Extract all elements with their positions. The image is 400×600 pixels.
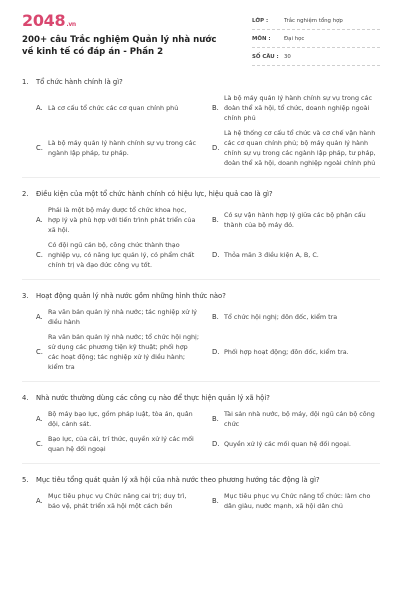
logo-tld: .vn <box>66 21 76 28</box>
question-item <box>22 476 380 511</box>
question-text <box>22 292 380 301</box>
option-letter: A. <box>36 497 43 505</box>
question-text <box>22 476 380 485</box>
answer-option[interactable] <box>212 93 380 123</box>
answer-option[interactable] <box>36 491 204 511</box>
answer-option[interactable] <box>36 205 204 235</box>
answer-options <box>22 307 380 372</box>
question-prompt: Mục tiêu tổng quát quản lý xã hội của nhà nước theo phương hướng tác động là gì? <box>36 476 320 484</box>
option-text: Là bộ máy quản lý hành chính sự vụ trong các ngành lập pháp, tư pháp. <box>48 139 196 157</box>
option-letter: D. <box>212 440 220 448</box>
answer-option[interactable] <box>36 93 204 123</box>
option-letter: C. <box>36 440 43 448</box>
question-prompt: Điều kiện của một tổ chức hành chính có hiệu lực, hiệu quả cao là gì? <box>36 190 273 198</box>
option-letter: C. <box>36 251 43 259</box>
question-text <box>22 394 380 403</box>
question-item <box>22 78 380 178</box>
answer-option[interactable] <box>36 307 204 327</box>
meta-value: 30 <box>284 53 291 60</box>
option-text: Là hệ thống cơ cấu tổ chức và cơ chế vận hành các cơ quan chính phủ; bộ máy quản lý hành chính sự vụ trong các ngành lập pháp, tư pháp, đoàn thể xã hội, doanh nghiệp ngoài chính phủ <box>224 129 376 167</box>
document-title: 200+ câu Trắc nghiệm Quản lý nhà nước về kinh tế có đáp án - Phần 2 <box>22 35 217 57</box>
answer-option[interactable] <box>212 332 380 372</box>
option-letter: B. <box>212 415 219 423</box>
question-text <box>22 190 380 199</box>
divider <box>22 381 380 382</box>
question-list <box>22 78 380 523</box>
option-text: Thỏa mãn 3 điều kiện A, B, C. <box>224 251 319 259</box>
meta-row-class <box>252 12 380 30</box>
option-text: Là cơ cấu tổ chức các cơ quan chính phủ <box>48 104 179 112</box>
option-text: Ra văn bản quản lý nhà nước; tác nghiệp xử lý điều hành <box>48 308 197 326</box>
answer-options <box>22 491 380 511</box>
answer-option[interactable] <box>36 128 204 168</box>
question-item <box>22 394 380 464</box>
option-text: Là bộ máy quản lý hành chính sự vụ trong các đoàn thể xã hội, tổ chức, doanh nghiệp ngoài chính phủ <box>224 94 372 122</box>
option-text: Phối hợp hoạt động; đôn đốc, kiểm tra. <box>224 348 349 356</box>
question-item <box>22 190 380 280</box>
divider <box>22 279 380 280</box>
question-number: 3. <box>22 292 29 300</box>
question-prompt: Tổ chức hành chính là gì? <box>36 78 123 86</box>
option-text: Quyền xử lý các mối quan hệ đối ngoại. <box>224 440 351 448</box>
answer-option[interactable] <box>212 128 380 168</box>
option-letter: D. <box>212 251 220 259</box>
answer-option[interactable] <box>36 409 204 429</box>
meta-row-count <box>252 48 380 66</box>
question-prompt: Hoạt động quản lý nhà nước gồm những hình thức nào? <box>36 292 226 300</box>
option-text: Phải là một bộ máy được tổ chức khoa học, hợp lý và phù hợp với tiến trình phát triển của xã hội. <box>48 206 196 234</box>
option-letter: B. <box>212 216 219 224</box>
option-text: Mục tiêu phục vụ Chức năng tổ chức: làm cho dân giàu, nước mạnh, xã hội dân chủ <box>224 492 371 510</box>
question-number: 5. <box>22 476 29 484</box>
document-meta <box>252 12 380 66</box>
meta-key: LỚP : <box>252 17 269 24</box>
meta-value: Trắc nghiệm tổng hợp <box>284 17 343 24</box>
divider <box>22 463 380 464</box>
meta-key: SỐ CÂU : <box>252 53 279 60</box>
answer-options <box>22 205 380 270</box>
option-text: Có sự vận hành hợp lý giữa các bộ phận cấu thành của bộ máy đó. <box>224 211 366 229</box>
question-number: 1. <box>22 78 29 86</box>
question-text <box>22 78 380 87</box>
answer-option[interactable] <box>212 434 380 454</box>
option-text: Bạo lực, của cải, trí thức, quyền xử lý các mối quan hệ đối ngoại <box>48 435 194 453</box>
answer-option[interactable] <box>212 409 380 429</box>
option-letter: B. <box>212 313 219 321</box>
option-letter: C. <box>36 348 43 356</box>
question-item <box>22 292 380 382</box>
answer-option[interactable] <box>36 240 204 270</box>
question-prompt: Nhà nước thường dùng các công cụ nào để thực hiện quản lý xã hội? <box>36 394 270 402</box>
option-letter: B. <box>212 104 219 112</box>
logo-text: 2048 <box>22 11 66 30</box>
answer-option[interactable] <box>212 307 380 327</box>
meta-row-subject <box>252 30 380 48</box>
answer-option[interactable] <box>36 332 204 372</box>
option-letter: A. <box>36 104 43 112</box>
question-number: 2. <box>22 190 29 198</box>
question-number: 4. <box>22 394 29 402</box>
divider <box>22 177 380 178</box>
option-letter: D. <box>212 348 220 356</box>
answer-options <box>22 409 380 454</box>
option-letter: A. <box>36 216 43 224</box>
answer-option[interactable] <box>36 434 204 454</box>
option-text: Mục tiêu phục vụ Chức năng cai trị; duy trì, bảo vệ, phát triển xã hội một cách bền <box>48 492 187 510</box>
meta-key: MÔN : <box>252 35 271 42</box>
option-text: Bộ máy bạo lực, gồm pháp luật, tòa án, quân đội, cảnh sát. <box>48 410 193 428</box>
option-letter: B. <box>212 497 219 505</box>
option-text: Ra văn bản quản lý nhà nước; tổ chức hội nghị; sử dụng các phương tiện kỹ thuật; phối hợp các hoạt động; tác nghiệp xử lý điều hành; kiểm tra <box>48 333 199 371</box>
option-letter: A. <box>36 415 43 423</box>
answer-option[interactable] <box>212 240 380 270</box>
option-letter: D. <box>212 144 220 152</box>
page-header <box>0 0 400 70</box>
option-text: Tài sản nhà nước, bộ máy, đội ngũ cán bộ công chức <box>224 410 375 428</box>
option-text: Tổ chức hội nghị; đôn đốc, kiểm tra <box>224 313 338 321</box>
option-letter: A. <box>36 313 43 321</box>
answer-options <box>22 93 380 168</box>
answer-option[interactable] <box>212 205 380 235</box>
site-logo[interactable] <box>22 11 76 30</box>
answer-option[interactable] <box>212 491 380 511</box>
option-letter: C. <box>36 144 43 152</box>
meta-value: Đại học <box>284 35 305 42</box>
option-text: Có đội ngũ cán bộ, công chức thành thạo nghiệp vụ, có năng lực quản lý, có phẩm chất chính trị và đạo đức công vụ tốt. <box>48 241 195 269</box>
